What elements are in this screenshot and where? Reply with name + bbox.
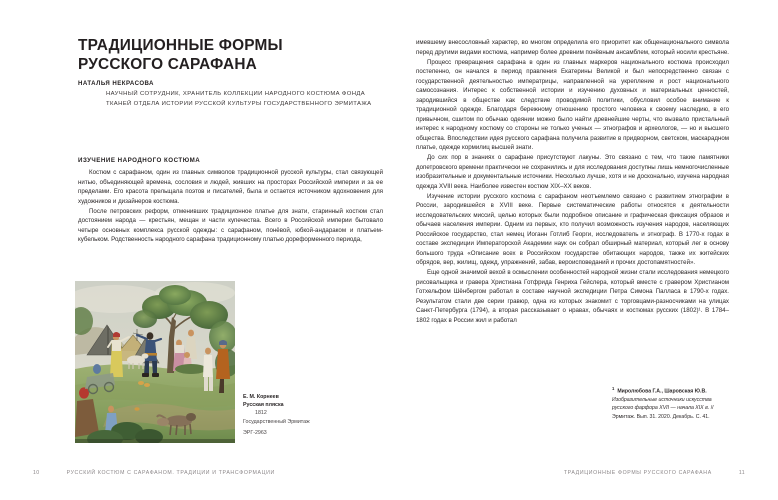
paragraph: имевшему внесословный характер, во многом определила его приоритет как общенационального символа перед другими видами костюма, например более древним понёвным ансамблем, который носили крестьяне. <box>416 39 729 56</box>
figure-russian-dance <box>75 281 235 443</box>
footnote-title: Изобразительные источники искусства русского фарфора XVII — начала XIX в. <box>612 397 712 412</box>
footer-right <box>564 470 745 476</box>
artwork-image <box>75 281 235 443</box>
footnote-authors: Миролюбова Г.А., Шаровская Ю.В. <box>617 388 707 395</box>
author-role: НАУЧНЫЙ СОТРУДНИК, ХРАНИТЕЛЬ КОЛЛЕКЦИИ НАРОДНОГО КОСТЮМА ФОНДА ТКАНЕЙ ОТДЕЛА ИСТОРИИ РУССКОЙ КУЛЬТУРЫ ГОСУДАРСТВЕННОГО ЭРМИТАЖА <box>106 91 372 107</box>
caption-year: 1812 <box>255 410 267 417</box>
footnote-source: // Эрмитаж. Вып. 31. 2020. Декабрь. С. 41. <box>612 405 714 420</box>
paragraph: Костюм с сарафаном, один из главных символов традиционной русской культуры, стал связующей нитью, объединяющей времена, сословия и людей, живших на просторах Российской империи и за ее пределами. Его красота прельщала поэтов и писателей, была и остается источником вдохновения для художников и дизайнеров костюма. <box>78 169 383 205</box>
footnote-marker: 1 <box>612 386 615 391</box>
section-heading: ИЗУЧЕНИЕ НАРОДНОГО КОСТЮМА <box>78 157 201 164</box>
footer-left <box>33 470 275 476</box>
page-number-right: 11 <box>738 470 745 476</box>
title-line-2: РУССКОГО САРАФАНА <box>78 56 257 74</box>
caption-work-title: Русская пляска <box>243 402 284 409</box>
caption-inventory-number: ЭРГ-2963 <box>243 429 267 436</box>
footnote <box>612 386 730 421</box>
paragraph: До сих пор в знаниях о сарафане присутствуют лакуны. Это связано с тем, что такие памятники допетровского времени практически не сохранились и для исследования доступны лишь немногочисленные изобразительные и документальные источники. Несколько лучше, хотя и не досконально, изучена народная одежда XVIII века. Наиболее известен костюм XIX–XX веков. <box>416 154 729 190</box>
running-head-right: ТРАДИЦИОННЫЕ ФОРМЫ РУССКОГО САРАФАНА <box>563 470 712 476</box>
paragraph: Изучение истории русского костюма с сарафаном неотъемлемо связано с развитием этнографии в России, зародившейся в XVIII веке. Первые систематические работы относятся к деятельности исследовательских миссий, целью которых были подробное описание и графическая фиксация образов и обычаев населения империи. Одним из первых, кто получил возможность изучения народов, населяющих Российское государство, стал немец Иоганн Готлиб Георги, исследователь и этнограф. В 1770-х годах в составе экспедиции Императорской Академии наук он собрал обширный материал, который лег в основу большого труда «Описание всех в Российском государстве обитающих народов, также их житейских обрядов, вер, жилищ, одежд, упражнений, забав, вероисповеданий и прочих достопамятностей». <box>416 192 729 266</box>
title-line-1: ТРАДИЦИОННЫЕ ФОРМЫ <box>78 37 283 54</box>
painting-illustration <box>75 281 235 443</box>
left-column-text <box>78 168 383 245</box>
paragraph: После петровских реформ, отменивших традиционное платье для знати, старинный костюм стал достоянием народа — крестьян, мещан и части купечества. Всего в Российской империи бытовало четыре основных комплекса русской одежды: с сарафаном, понёвой, юбкой-андараком и платьем-кубельком. Родственность народного сарафана традиционному платью дореформенного периода, <box>78 207 383 243</box>
figure-caption <box>243 393 338 437</box>
caption-museum: Государственный Эрмитаж <box>243 418 310 425</box>
running-head-left: РУССКИЙ КОСТЮМ С САРАФАНОМ. ТРАДИЦИИ И ТРАНСФОРМАЦИИ <box>66 470 275 476</box>
title-block <box>78 36 378 109</box>
page-title <box>78 36 378 74</box>
paragraph: Еще одной значимой вехой в осмыслении особенностей народной жизни стали исследования немецкого рисовальщика и гравера Христиана Готфрида Генриха Гейслера, который вместе с гравером Христианом Готхельфом Шёнбергом работал в составе научной экспедиции Петра Симона Палласа в 1790-х годах. Результатом стали две серии гравюр, одна из которых знакомит с торговцами-разносчиками на улицах Санкт-Петербурга (1794), а вторая рассказывает о нравах, обычаях и костюмах русских (1802)¹. В 1784–1802 годах в России жил и работал <box>416 269 729 324</box>
right-column-text <box>416 38 729 325</box>
author-name: НАТАЛЬЯ НЕКРАСОВА <box>78 80 154 88</box>
caption-artist: Е. М. Корнеев <box>243 394 279 400</box>
paragraph: Процесс превращения сарафана в один из главных маркеров национального костюма происходил постепенно, он начался в период правления Екатерины Великой и был непосредственно связан с государственной деятельностью императрицы, направленной на укрепление и рост национального самосознания. Интерес к собственной истории и изучению духовных и материальных ценностей, зародившийся в обществе как следствие проводимой политики, обусловил особое внимание к традиционной одежде. Благодаря бережному отношению простого человека к своему наследию, в его привычном, сшитом по обычаю одеянии можно было найти древнейшие черты, что вызвало пристальный интерес к народному костюму со стороны не только ученых — этнографов и археологов, — но и высшего общества. Впоследствии идея русского сарафана получила развитие в придворном, светском, маскарадном платье, одежде кормилиц высшей знати. <box>416 58 729 151</box>
page-number-left: 10 <box>33 470 40 476</box>
